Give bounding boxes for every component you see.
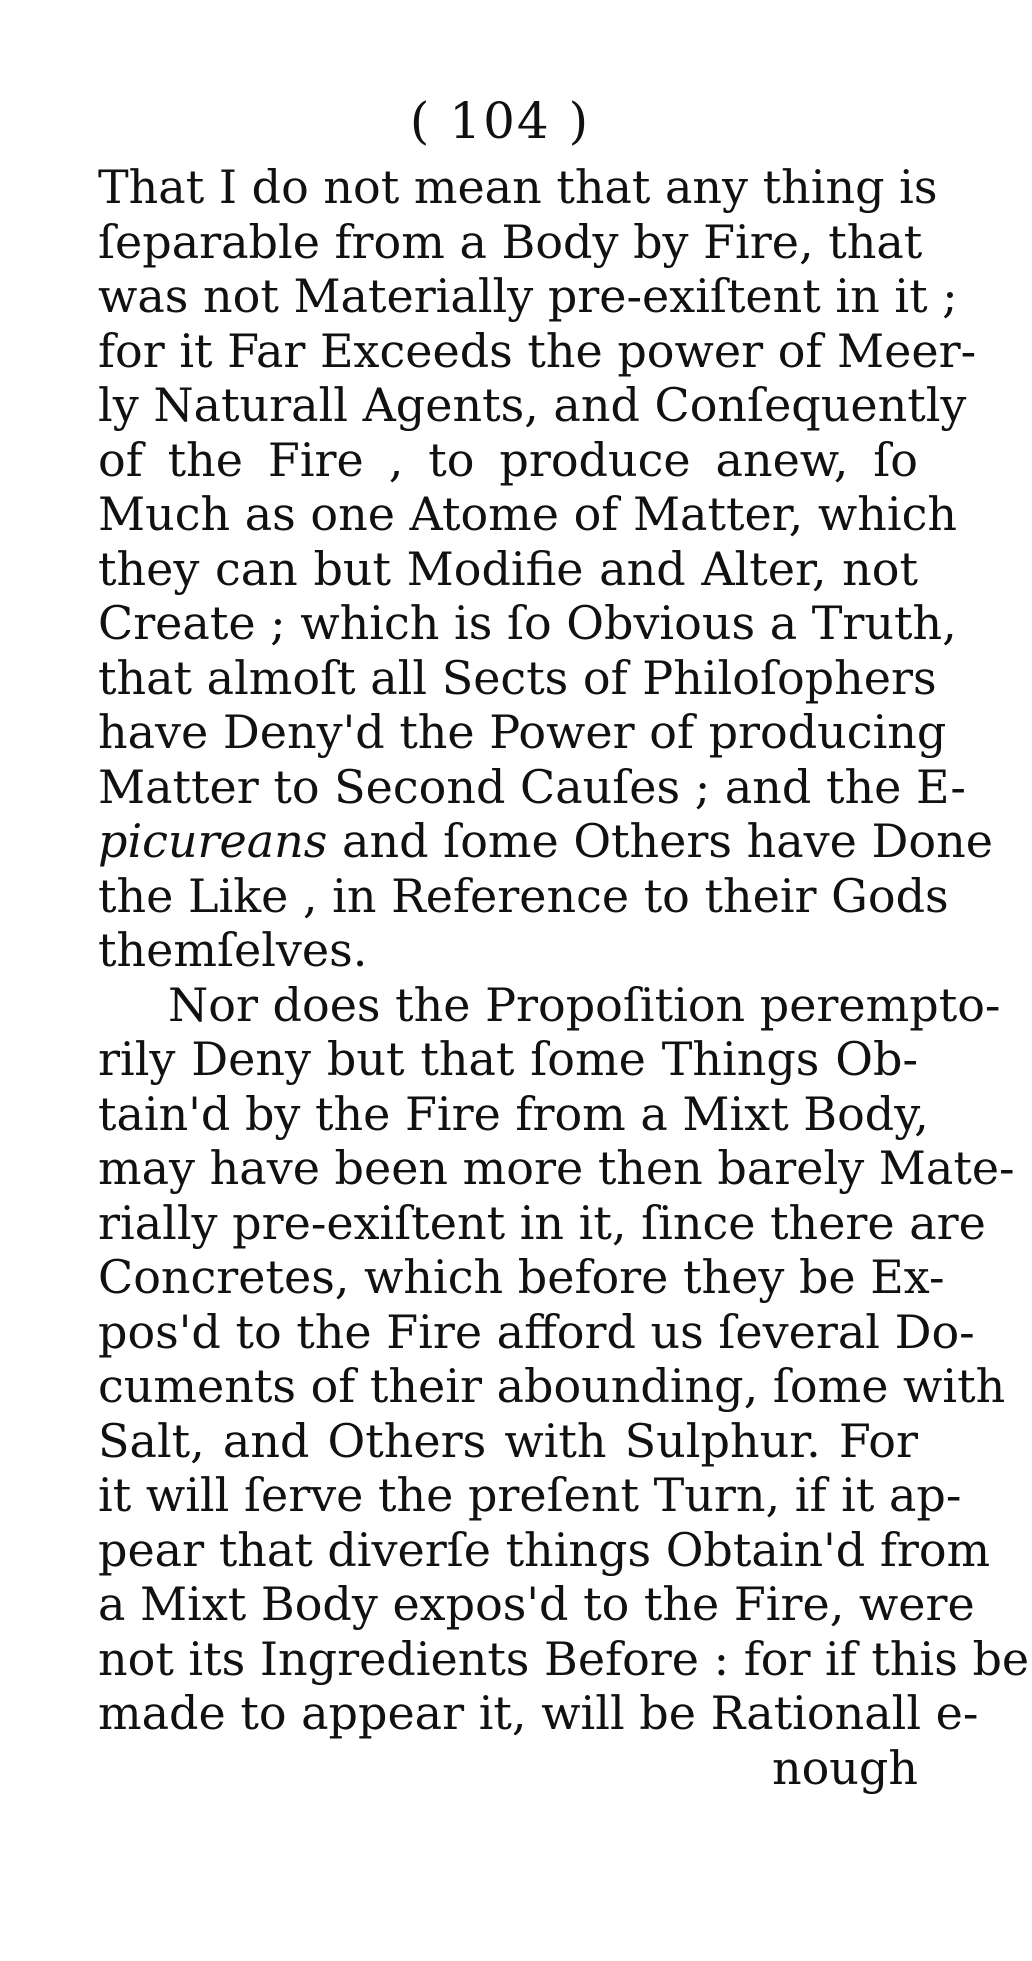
text-line: for it Far Exceeds the power of Meer- bbox=[98, 323, 977, 378]
text-line: ly Naturall Agents, and Conſequently bbox=[98, 378, 967, 432]
text-line-with-italic bbox=[98, 814, 993, 869]
text-line: they can but Modifie and Alter, not bbox=[98, 541, 918, 596]
text-line: a Mixt Body expos'd to the Fire, were bbox=[98, 1577, 975, 1631]
text-line: rily Deny but that ſome Things Ob- bbox=[98, 1032, 918, 1086]
text-line: Create ; which is ſo Obvious a Truth, bbox=[98, 596, 957, 650]
italic-word: picureans bbox=[98, 814, 328, 868]
text-line: tain'd by the Fire from a Mixt Body, bbox=[98, 1086, 929, 1141]
text-line: may have been more then barely Mate- bbox=[98, 1141, 1015, 1195]
text-line: of the Fire , to produce anew, ſo bbox=[98, 432, 918, 487]
page-number: ( 104 ) bbox=[409, 92, 591, 150]
text-line: ſeparable from a Body by Fire, that bbox=[98, 214, 923, 269]
text-line: Much as one Atome of Matter, which bbox=[98, 487, 957, 541]
text-line: have Deny'd the Power of producing bbox=[98, 705, 947, 759]
text-line: not its Ingredients Before : for if this be bbox=[98, 1631, 1030, 1686]
text-line: pos'd to the Fire afford us ſeveral Do- bbox=[98, 1304, 975, 1359]
text-line: the Like , in Reference to their Gods bbox=[98, 868, 949, 923]
text-line: That I do not mean that any thing is bbox=[98, 160, 938, 214]
text-line: was not Materially pre-exiſtent in it ; bbox=[98, 269, 958, 323]
text-line: Nor does the Propoſition peremptο- bbox=[168, 977, 1001, 1032]
catchword: nough bbox=[771, 1740, 918, 1795]
text-line-rest: and ſome Others have Done bbox=[342, 814, 993, 868]
text-line: rially pre-exiſtent in it, ſince there are bbox=[98, 1195, 986, 1250]
text-line: made to appear it, will be Rationall e- bbox=[98, 1686, 979, 1740]
text-line: that almoſt all Sects of Philoſophers bbox=[98, 650, 937, 705]
text-line: Salt, and Others with Sulphur. For bbox=[98, 1413, 918, 1468]
text-line: pear that diverſe things Obtain'd from bbox=[98, 1522, 991, 1577]
text-line: Matter to Second Cauſes ; and the E- bbox=[98, 759, 966, 814]
text-line: cuments of their abounding, ſome with bbox=[98, 1359, 1006, 1413]
text-line: it will ſerve the preſent Turn, if it ap- bbox=[98, 1468, 962, 1522]
body-text bbox=[98, 160, 1030, 1795]
text-line: Concretes, which before they be Ex- bbox=[98, 1250, 945, 1304]
text-line: themſelves. bbox=[98, 923, 368, 977]
